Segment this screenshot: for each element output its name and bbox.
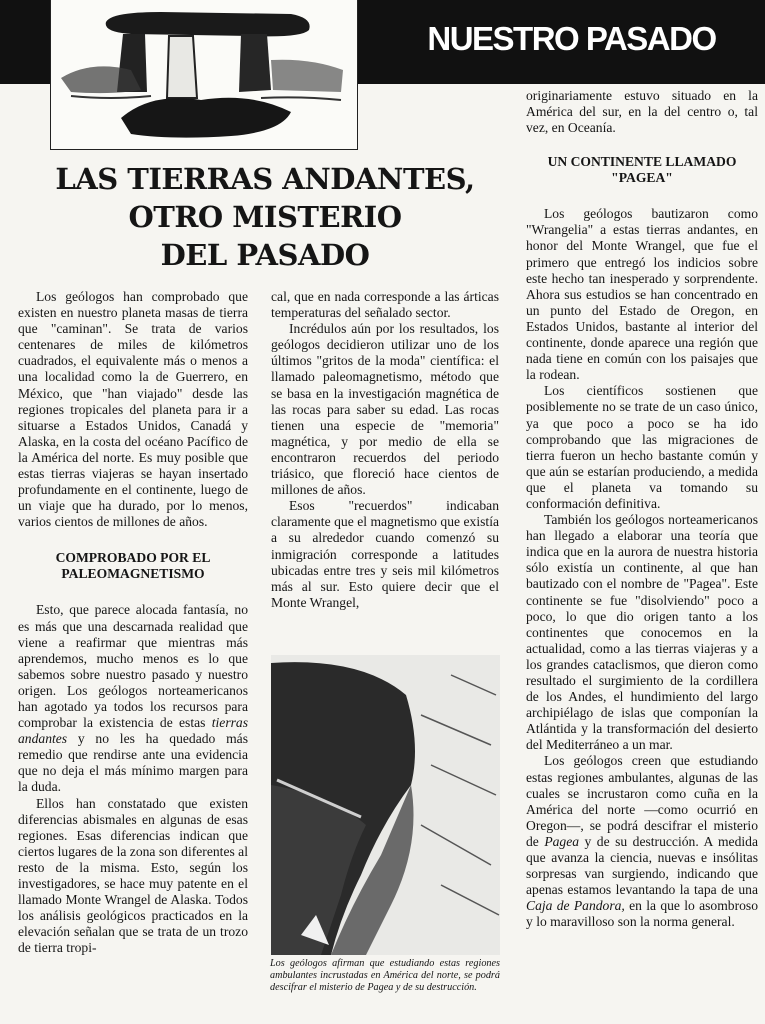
photo-image [271, 655, 500, 955]
section-title: NUESTRO PASADO [427, 20, 716, 57]
headline-line: LAS TIERRAS ANDANTES, [55, 162, 475, 196]
paragraph [18, 602, 248, 795]
photo-caption: Los geólogos afirman que estudiando estas regiones ambulantes incrustadas en América del norte, se podrá descifrar el misterio de Pagea y de su destrucción. [270, 958, 500, 994]
italic-text: Caja de Pandora, [526, 898, 625, 914]
paragraph: Los geólogos bautizaron como "Wrangelia" a estas tierras andantes, en honor del Monte Wrangel, que fue el primero que entregó los indicios sobre este hecho tan inesperado y sorprendente. Ahora sus estudios se han concentrado en un punto del Estado de Oregon, en Estados Unidos, bastante al interior del continente, donde aparece una región que nada tiene en común con los paisajes que la rodean. [526, 206, 758, 383]
italic-text: Pagea [544, 833, 580, 849]
paragraph: También los geólogos norteamericanos han llegado a elaborar una teoría que indica que en la aurora de nuestra historia sólo existía un continente, al que han bautizado con el nombre de "Pagea". Este continente se fue "disolviendo" poco a poco, lo que dio origen tanto a los continentes que conocemos en la actualidad, como a las tierras viajeras y a los grandes cataclismos, que dieron como resultado el surgimiento de la cordillera de los Andes, el hundimiento del largo archipiélago de islas que componían la Atlántida y la transformación del desierto del Mediterráneo a un mar. [526, 512, 758, 753]
paragraph: Los científicos sostienen que posiblemente no se trate de un caso único, ya que poco a poco se ha ido comprobando que las migraciones de tierra fueron un hecho bastante común y que aún se estarían produciendo, a medida que el planeta va tomando su conformación definitiva. [526, 383, 758, 511]
text: Esto, que parece alocada fantasía, no es más que una descarnada realidad que viene a reafirmar que mientras más aprendemos, mucho menos es lo que sabemos sobre nuestro pasado y nuestro origen. Los geólogos norteamericanos han agotado ya todos los recursos para comprobar la existencia de estas [18, 602, 248, 731]
text: y de su destrucción. A medida que avanza la ciencia, nuevas e insólitas sorpresas van surgiendo, indicando que apenas estamos levantando la tapa de una [526, 833, 758, 898]
paragraph: Incrédulos aún por los resultados, los geólogos decidieron utilizar uno de los últimos "gritos de la moda" científica: el llamado paleomagnetismo, método que se basa en la investigación magnética de las rocas para saber su edad. Las rocas tienen una especie de "memoria" magnética, y por medio de ella se encontraron recuerdos del periodo triásico, que floreció hace cientos de millones de años. [271, 321, 499, 498]
paragraph [526, 753, 758, 930]
italic-text: tierras andantes [18, 715, 248, 747]
article-headline [30, 160, 500, 274]
article-column-3 [526, 88, 758, 931]
paragraph: cal, que en nada corresponde a las árticas temperaturas del señalado sector. [271, 289, 499, 321]
article-column-1 [18, 289, 248, 956]
headline-line: OTRO MISTERIO [128, 200, 402, 234]
subheading: UN CONTINENTE LLAMADO "PAGEA" [547, 154, 737, 186]
paragraph: originariamente estuvo situado en la América del sur, en la del centro o, tal vez, en Oceanía. [526, 88, 758, 136]
text: Los geólogos creen que estudiando estas regiones ambulantes, algunas de las cuales se incrustaron como cuña en la América del norte —como ocurrió en Oregon—, se podrá descifrar el misterio de [526, 753, 758, 849]
dolmen-icon [51, 0, 358, 150]
paragraph: Esos "recuerdos" indicaban claramente que el magnetismo que existía a su alrededor cuando comenzó su inmigración corresponde a latitudes ubicadas entre tres y seis mil kilómetros más al sur. Esto quiere decir que el Monte Wrangel, [271, 498, 499, 610]
text: en la que lo asombroso y lo maravilloso son la norma general. [526, 898, 758, 930]
dolmen-illustration [50, 0, 358, 150]
article-column-2 [271, 289, 499, 611]
headline-line: DEL PASADO [160, 238, 370, 272]
glacier-photo [271, 655, 500, 955]
subheading: COMPROBADO POR EL PALEOMAGNETISMO [55, 550, 211, 582]
paragraph: Ellos han constatado que existen diferencias abismales en algunas de esas regiones. Esas diferencias indican que ciertos lugares de la zona son diferentes al resto de la misma. Esto, según los investigadores, se hace muy patente en el llamado Monte Wrangel de Alaska. Todos los análisis geológicos practicados en la elevación señalan que se trata de un trozo de tierra tropi- [18, 795, 248, 956]
text: y no les ha quedado más remedio que rendirse ante una evidencia que no deja el más mínimo margen para la duda. [18, 731, 248, 795]
paragraph: Los geólogos han comprobado que existen en nuestro planeta masas de tierra que "caminan". Se trata de varios centenares de miles de kilómetros cuadrados, el equivalente más o menos a una localidad como la de Guerrero, en México, que "han viajado" desde las regiones tropicales del planeta para ir a situarse a Estados Unidos, Canadá y Alaska, en la costa del océano Pacífico de la América del norte. Es muy posible que estas tierras viajeras se hayan insertado profundamente en el continente, luego de un viaje que ha durado, por lo menos, varios cientos de millones de años. [18, 289, 248, 530]
